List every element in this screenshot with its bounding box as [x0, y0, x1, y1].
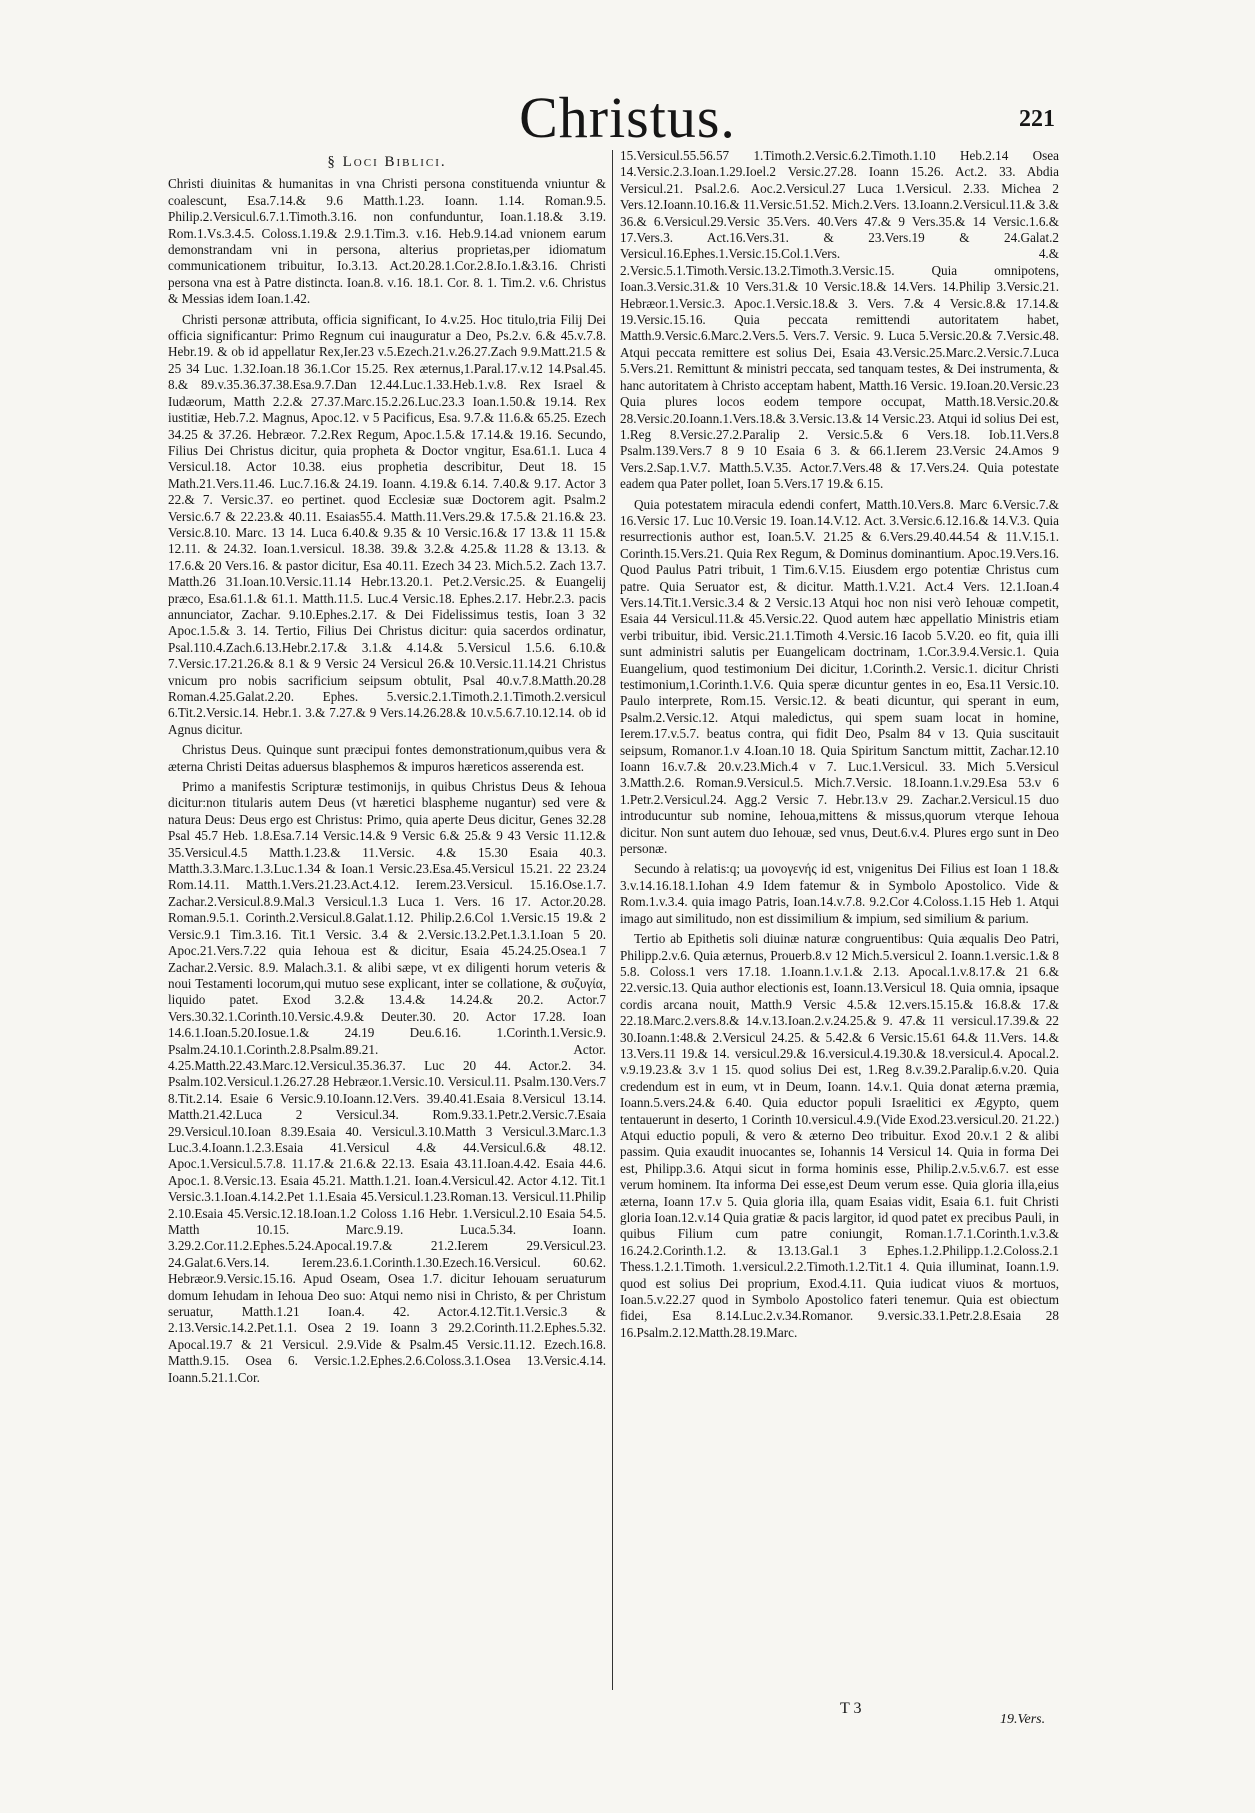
right-column: [620, 148, 1059, 1698]
paragraph: Christi personæ attributa, officia significant, Io 4.v.25. Hoc titulo,tria Filij Dei officia significantur: Primo Regnum cui inauguratur a Deo, Ps.2.v. 6.& 45.v.7.8. Hebr.19. & ob id appellatur Rex,Ier.23 v.5.Ezech.21.v.26.27.Zach 9.9.Matt.21.5 & 25 34 Luc. 1.32.Ioan.18 36.1.Cor 15.25. Rex æternus,1.Paral.17.v.12 14.Psal.45. 8.& 89.v.35.36.37.38.Esa.9.7.Dan 12.44.Luc.1.33.Heb.1.v.8. Rex Israel & Iudæorum, Matth 2.2.& 27.37.Marc.15.2.26.Luc.23.3 Ioan.1.50.& 19.14. Rex iustitiæ, Heb.7.2. Magnus, Apoc.12. v 5 Pacificus, Esa. 9.7.& 11.6.& 65.25. Ezech 34.25 & 37.26. Hebræor. 7.2.Rex Regum, Apoc.1.5.& 17.14.& 19.16. Secundo, Filius Dei Christus dicitur, quia propheta & Doctor vngitur, Esa.61.1. Luca 4 Versicul.18. Actor 10.38. eius prophetia describitur, Deut 18. 15 Math.21.Vers.11.46. Luc.7.16.& 24.19. Ioann. 4.19.& 6.14. 7.40.& 9.17. Actor 3 22.& 7. Versic.37. eo pertinet. quod Ecclesiæ suæ Doctorem agit. Psalm.2 Versic.6.7 & 22.23.& 40.11. Esaias55.4. Matth.11.Vers.29.& 17.5.& 21.16.& 23. Versic.8.10. Marc. 13 14. Luca 6.40.& 9.35 & 10 Versic.16.& 17 13.& 11 15.& 12.11. & 24.32. Ioan.1.versicul. 18.38. 39.& 3.2.& 4.25.& 11.28 & 13.13. & 17.6.& 20 Vers.16. & pastor dicitur, Esa 40.11. Ezech 34 23. Mich.5.2. Zach 13.7. Matth.26 31.Ioan.10.Versic.11.14 Hebr.13.20.1. Pet.2.Versic.25. & Euangelij præco, Esa.61.1.& 61.1. Matth.11.5. Luc.4 Versic.18. Ephes.2.17. Hebr.2.3. pacis annunciator, Zachar. 9.10.Ephes.2.17. & Dei Fidelissimus testis, Ioan 3 32 Apoc.1.5.& 3. 14. Tertio, Filius Dei Christus dicitur: quia sacerdos ordinatur, Psal.110.4.Zach.6.13.Hebr.2.17.& 3.1.& 4.14.& 5.Versicul 1.5.6. 6.10.& 7.Versic.17.21.26.& 8.1 & 9 Versic 24 Versicul 26.& 10.Versic.11.14.21 Christus vnicum pro nobis sacrificium seipsum obtulit, Psal 40.v.7.8.Matth.20.28 Roman.4.25.Galat.2.20. Ephes. 5.versic.2.1.Timoth.2.1.Timoth.2.versicul 6.Tit.2.Versic.14. Hebr.1. 3.& 7.27.& 9 Vers.14.26.28.& 10.v.5.6.7.10.12.14. ob id Agnus dicitur.: [168, 311, 606, 737]
paragraph: Christi diuinitas & humanitas in vna Christi persona constituenda vniuntur & coalescunt, Esa.7.14.& 9.6 Matth.1.23. Ioann. 1.14. Roman.9.5. Philip.2.Versicul.6.7.1.Timoth.3.16. non confunduntur, Ioan.1.18.& 3.19. Rom.1.Vs.3.4.5. Coloss.1.19.& 2.9.1.Tim.3. v.16. Heb.9.14.ad vnionem earum demonstrandam vni in persona, alterius proprietas,per idiomatum communicationem tribuitur, Io.3.13. Act.20.28.1.Cor.2.8.Io.1.&3.16. Christi persona vna est à Patre distincta. Ioan.8. v.16. 18.1. Cor. 8. 1. Tim.2. v.6. Christus & Messias idem Ioan.1.42.: [168, 176, 606, 307]
paragraph: Tertio ab Epithetis soli diuinæ naturæ congruentibus: Quia æqualis Deo Patri, Philipp.2.v.6. Quia æternus, Prouerb.8.v 12 Mich.5.versicul 2. Ioann.1.versic.1.& 8 5.8. Coloss.1 vers 17.18. 1.Ioann.1.v.1.& 2.13. Apocal.1.v.8.17.& 21 6.& 22.versic.13. Quia author electionis est, Ioann.13.Versicul 18. Quia omnia, ipsaque cordis arcana nouit, Matth.9 Versic 4.5.& 12.vers.15.15.& 16.8.& 17.& 22.18.Marc.2.vers.8.& 14.v.13.Ioan.2.v.24.25.& 9. 47.& 11 versicul.17.39.& 22 30.Ioann.1:48.& 2.Versicul 24.25. & 5.42.& 6 Versic.15.61 64.& 11.Vers. 14.& 13.Vers.11 19.& 14. versicul.29.& 16.versicul.4.19.30.& 18.versicul.4. Apocal.2. v.9.19.23.& 3.v 1 15. quod solius Dei est, 1.Reg 8.v.39.2.Paralip.6.v.20. Quia credendum est in eum, vt in Deum, Ioann. 14.v.1. Quia donat æterna præmia, Ioann.5.vers.24.& 6.40. Quia eductor populi Israelitici ex Ægypto, quem tentauerunt in deserto, 1 Corinth 10.versicul.4.9.(Vide Exod.23.versicul.20. 21.22.) Atqui eductio populi, & vero & æterno Deo tribuitur. Exod 20.v.1 2 & alibi passim. Quia exaudit inuocantes se, Iohannis 14 Versicul 14. Quia in forma Dei est, Philipp.3.6. Atqui sicut in forma hominis esse, Philip.2.v.5.v.6.7. est esse verum hominem. Ita informa Dei esse,est Deum verum esse. Quia gloria illa,eius æterna, Ioann 17.v 5. Quia gloria illa, quam Esaias vidit, Esaia 6.1. fuit Christi gloria Ioan.12.v.14 Quia gratiæ & pacis largitor, id quod patet ex precibus Pauli, in quibus Filium cum patre coniungit, Roman.1.7.1.Corinth.1.v.3.& 16.24.2.Corinth.1.2. & 13.13.Gal.1 3 Ephes.1.2.Philipp.1.2.Coloss.2.1 Thess.1.2.1.Timoth. 1.versicul.2.2.Timoth.1.2.Tit.1 4. Quia illuminat, Ioann.1.9. quod est solius Dei proprium, Exod.4.11. Quia iudicat viuos & mortuos, Ioan.5.v.22.27 quod in Symbolo Apostolico fateri tenemur. Quia est obiectum fidei, Esa 8.14.Luc.2.v.34.Romanor. 9.versic.33.1.Petr.2.8.Esaia 28 16.Psalm.2.12.Matth.28.19.Marc.: [620, 931, 1059, 1340]
signature-mark: T 3: [840, 1700, 862, 1717]
paragraph: 15.Versicul.55.56.57 1.Timoth.2.Versic.6.2.Timoth.1.10 Heb.2.14 Osea 14.Versic.2.3.Ioan.1.29.Ioel.2 Versic.27.28. Ioann 15.26. Act.2. 33. Abdia Versicul.21. Psal.2.6. Aoc.2.Versicul.27 Luca 1.Versicul. 2.33. Michea 2 Vers.12.Ioann.10.16.& 11.Versic.51.52. Mich.2.Vers. 13.Ioann.2.Versicul.11.& 3.& 36.& 6.Versicul.29.Versic 35.Vers. 40.Vers 47.& 9 Vers.35.& 14 Versic.1.6.& 17.Vers.3. Act.16.Vers.31. & 23.Vers.19 & 24.Galat.2 Versicul.16.Ephes.1.Versic.15.Col.1.Vers. 4.& 2.Versic.5.1.Timoth.Versic.13.2.Timoth.3.Versic.15. Quia omnipotens, Ioan.3.Versic.31.& 10 Vers.31.& 10 Versic.18.& 14.Vers. 14.Philip 3.Versic.21. Hebræor.1.Versic.3. Apoc.1.Versic.18.& 3. Vers. 7.& 4 Versic.8.& 17.14.& 19.Versic.15.16. Quia peccata remittendi autoritatem habet, Matth.9.Versic.6.Marc.2.Vers.5. Vers.7. Versic. 9. Luca 5.Versic.20.& 7.Versic.48. Atqui peccata remittere est solius Dei, Esaia 43.Versic.25.Marc.2.Versic.7.Luca 5.Vers.21. Remittunt & ministri peccata, sed tanquam testes, & Dei instrumenta, & hanc autoritatem à Christo acceptam habent, Matth.16 Versic. 19.Ioan.20.Versic.23 Quia plures locos eodem tempore occupat, Matth.18.Versic.20.& 28.Versic.20.Ioann.1.Vers.18.& 3.Versic.13.& 14 Versic.23. Atqui id solius Dei est, 1.Reg 8.Versic.27.2.Paralip 2. Versic.5.& 6 Vers.18. Iob.11.Vers.8 Psalm.139.Vers.7 8 9 10 Esaia 6 3. & 66.1.Ierem 23.Versic 24.Amos 9 Vers.2.Sap.1.V.7. Matth.5.V.35. Actor.7.Vers.48 & 17.Vers.24. Quia potestate eadem qua Pater pollet, Ioan 5.Vers.17 19.& 6.15.: [620, 148, 1059, 492]
paragraph: Quia potestatem miracula edendi confert, Matth.10.Vers.8. Marc 6.Versic.7.& 16.Versic 17. Luc 10.Versic 19. Ioan.14.V.12. Act. 3.Versic.6.12.16.& 14.V.3. Quia resurrectionis author est, Ioan.5.V. 21.25 & 6.Vers.29.40.44.54 & 11.V.15.1. Corinth.15.Vers.21. Quia Rex Regum, & Dominus dominantium. Apoc.19.Vers.16. Quod Paulus Patri tribuit, 1 Tim.6.V.15. Eiusdem ergo potentiæ Christus cum patre. Quia Seruator est, & dicitur. Matth.1.V.21. Act.4 Vers. 12.1.Ioan.4 Vers.14.Tit.1.Versic.3.4 & 2 Versic.13 Atqui hoc non nisi verò Iehouæ competit, Esaia 44 Versicul.11.& 45.Versic.22. Quod autem hæc appellatio Ministris etiam verbi tribuitur, ibid. Versic.21.1.Timoth 4.Versic.16 Iacob 5.V.20. eo fit, quia illi sunt administri salutis per Euangelicam doctrinam, 1.Cor.3.9.4.Versic.1. Quia Euangelium, quod testimonium Dei dicitur, 1.Corinth.2. Versic.1. dicitur Christi testimonium,1.Corinth.1.V.6. Quia speræ dicuntur gentes in eo, Esa.11 Versic.10. Paulo interprete, Rom.15. Versic.12. & beati dicuntur, qui sperant in eum, Psalm.2.Versic.12. Atqui maledictus, qui spem suam locat in homine, Ierem.17.v.5.7. beatus contra, qui fidit Deo, Psalm 84 v 13. Quia suscitauit seipsum, Romanor.1.v 4.Ioan.10 18. Quia Spiritum Sanctum mittit, Zachar.12.10 Ioann 16.v.7.& 20.v.23.Mich.4 v 7. Luc.1.Versicul. 33. Mich 5.Versicul 3.Matth.2.6. Roman.9.Versicul.5. Mich.7.Versic. 18.Ioann.1.v.29.Esa 53.v 6 1.Petr.2.Versicul.24. Agg.2 Versic 7. Hebr.13.v 29. Zachar.2.Versicul.15 duo introducuntur sub nomine, Iehoua,mittens & missus,quorum vterque Iehoua dicitur. Non sunt autem duo Iehouæ, sed vnus, Deut.6.v.4. Plures ergo sunt in Deo personæ.: [620, 496, 1059, 857]
column-divider: [612, 150, 613, 1690]
paragraph: Primo a manifestis Scripturæ testimonijs, in quibus Christus Deus & Iehoua dicitur:non titularis autem Deus (vt hæretici blaspheme nugantur) sed vere & natura Deus: Deus ergo est Christus: Primo, quia aperte Deus dicitur, Genes 32.28 Psal 45.7 Heb. 1.8.Esa.7.14 Versic.14.& 9 Versic 6.& 25.& 9 43 Versic 11.12.& 35.Versicul.4.5 Matth.1.23.& 11.Versic. 4.& 15.30 Esaia 40.3. Matth.3.3.Marc.1.3.Luc.1.34 & Ioan.1 Versic.23.Esa.45.Versicul 15.21. 22 23.24 Rom.14.11. Matth.1.Vers.21.23.Act.4.12. Ierem.23.Versicul. 15.16.Ose.1.7. Zachar.2.Versicul.8.9.Mal.3 Versicul.1.3 Luca 1. Vers. 16 17. Actor.20.28. Roman.9.5.1. Corinth.2.Versicul.8.Galat.1.12. Philip.2.6.Col 1.Versic.15 19.& 2 Versic.9.1 Tim.3.16. Tit.1 Versic. 3.4 & 2.Versic.13.2.Pet.1.3.1.Ioan 5 20. Apoc.21.Vers.7.22 quia Iehoua est & dicitur, Esaia 45.24.25.Osea.1 7 Zachar.2.Versic. 8.9. Malach.3.1. & alibi sæpe, vt ex diligenti horum veteris & noui Testamenti locorum,qui mutuo sese explicant, inter se collatione, & συζυγία, liquido patet. Exod 3.2.& 13.4.& 14.24.& 20.2. Actor.7 Vers.30.32.1.Corinth.10.Versic.4.9.& Deuter.30. 20. Actor 17.28. Ioan 14.6.1.Ioan.5.20.Iosue.1.& 24.19 Deu.6.16. 1.Corinth.1.Versic.9. Psalm.24.10.1.Corinth.2.8.Psalm.89.21. Actor. 4.25.Matth.22.43.Marc.12.Versicul.35.36.37. Luc 20 44. Actor.2. 34. Psalm.102.Versicul.1.26.27.28 Hebræor.1.Versic.10. Versicul.11. Psalm.130.Vers.7 8.Tit.2.14. Esaie 6 Versic.9.10.Ioann.12.Vers. 39.40.41.Esaia 8.Versicul 13.14. Matth.21.42.Luca 2 Versicul.34. Rom.9.33.1.Petr.2.Versic.7.Esaia 29.Versicul.10.Ioan 8.39.Esaia 40. Versicul.3.10.Matth 3 Versicul.3.Marc.1.3 Luc.3.4.Ioann.1.2.3.Esaia 41.Versicul 4.& 44.Versicul.6.& 48.12. Apoc.1.Versicul.5.7.8. 11.17.& 21.6.& 22.13. Esaia 43.11.Ioan.4.42. Esaia 44.6. Apoc.1. 8.Versic.13. Esaia 45.21. Matth.1.21. Ioan.4.Versicul.42. Actor 4.12. Tit.1 Versic.3.1.Ioan.4.14.2.Pet 1.1.Esaia 45.Versicul.1.23.Roman.13. Versicul.11.Philip 2.10.Esaia 45.Versic.12.18.Ioan.1.2 Coloss 1.16 Hebr. 1.Versicul.2.10 Esaia 54.5. Matth 10.15. Marc.9.19. Luca.5.34. Ioann. 3.29.2.Cor.11.2.Ephes.5.24.Apocal.19.7.& 21.2.Ierem 29.Versicul.23. 24.Galat.6.Vers.14. Ierem.23.6.1.Corinth.1.30.Ezech.16.Versicul. 60.62. Hebræor.9.Versic.15.16. Apud Oseam, Osea 1.7. dicitur Iehouam seruaturum domum Iehudam in Iehoua Deo suo: Atqui nemo nisi in Christo, & per Christum seruatur, Matth.1.21 Ioan.4. 42. Actor.4.12.Tit.1.Versic.3 & 2.13.Versic.14.2.Pet.1.1. Osea 2 19. Ioann 3 29.2.Corinth.11.2.Ephes.5.32. Apocal.19.7 & 21 Versicul. 2.9.Vide & Psalm.45 Versic.11.12. Ezech.16.8. Matth.9.15. Osea 6. Versic.1.2.Ephes.2.6.Coloss.3.1.Osea 13.Versic.4.14. Ioann.5.21.1.Cor.: [168, 779, 606, 1385]
catchword: 19.Vers.: [1000, 1712, 1046, 1727]
paragraph: Secundo à relatis:q; ua μονογενής id est, vnigenitus Dei Filius est Ioan 1 18.& 3.v.14.16.18.1.Iohan 4.9 Idem fatemur & in Symbolo Apostolico. Vide & Rom.1.v.3.4. quia imago Patris, Ioan.14.v.7.8. 9.2.Cor 4.Coloss.1.15 Heb 1. Atqui imago aut similitudo, non est dissimilium & impium, sed similium & parium.: [620, 861, 1059, 926]
page-number: 221: [1019, 106, 1055, 132]
page-title: Christus.: [519, 85, 736, 150]
left-column: [168, 148, 606, 1698]
section-heading: § Loci Biblici.: [327, 154, 447, 170]
paragraph: Christus Deus. Quinque sunt præcipui fontes demonstrationum,quibus vera & æterna Christi Deitas aduersus blasphemos & impuros hæreticos asserenda est.: [168, 742, 606, 774]
